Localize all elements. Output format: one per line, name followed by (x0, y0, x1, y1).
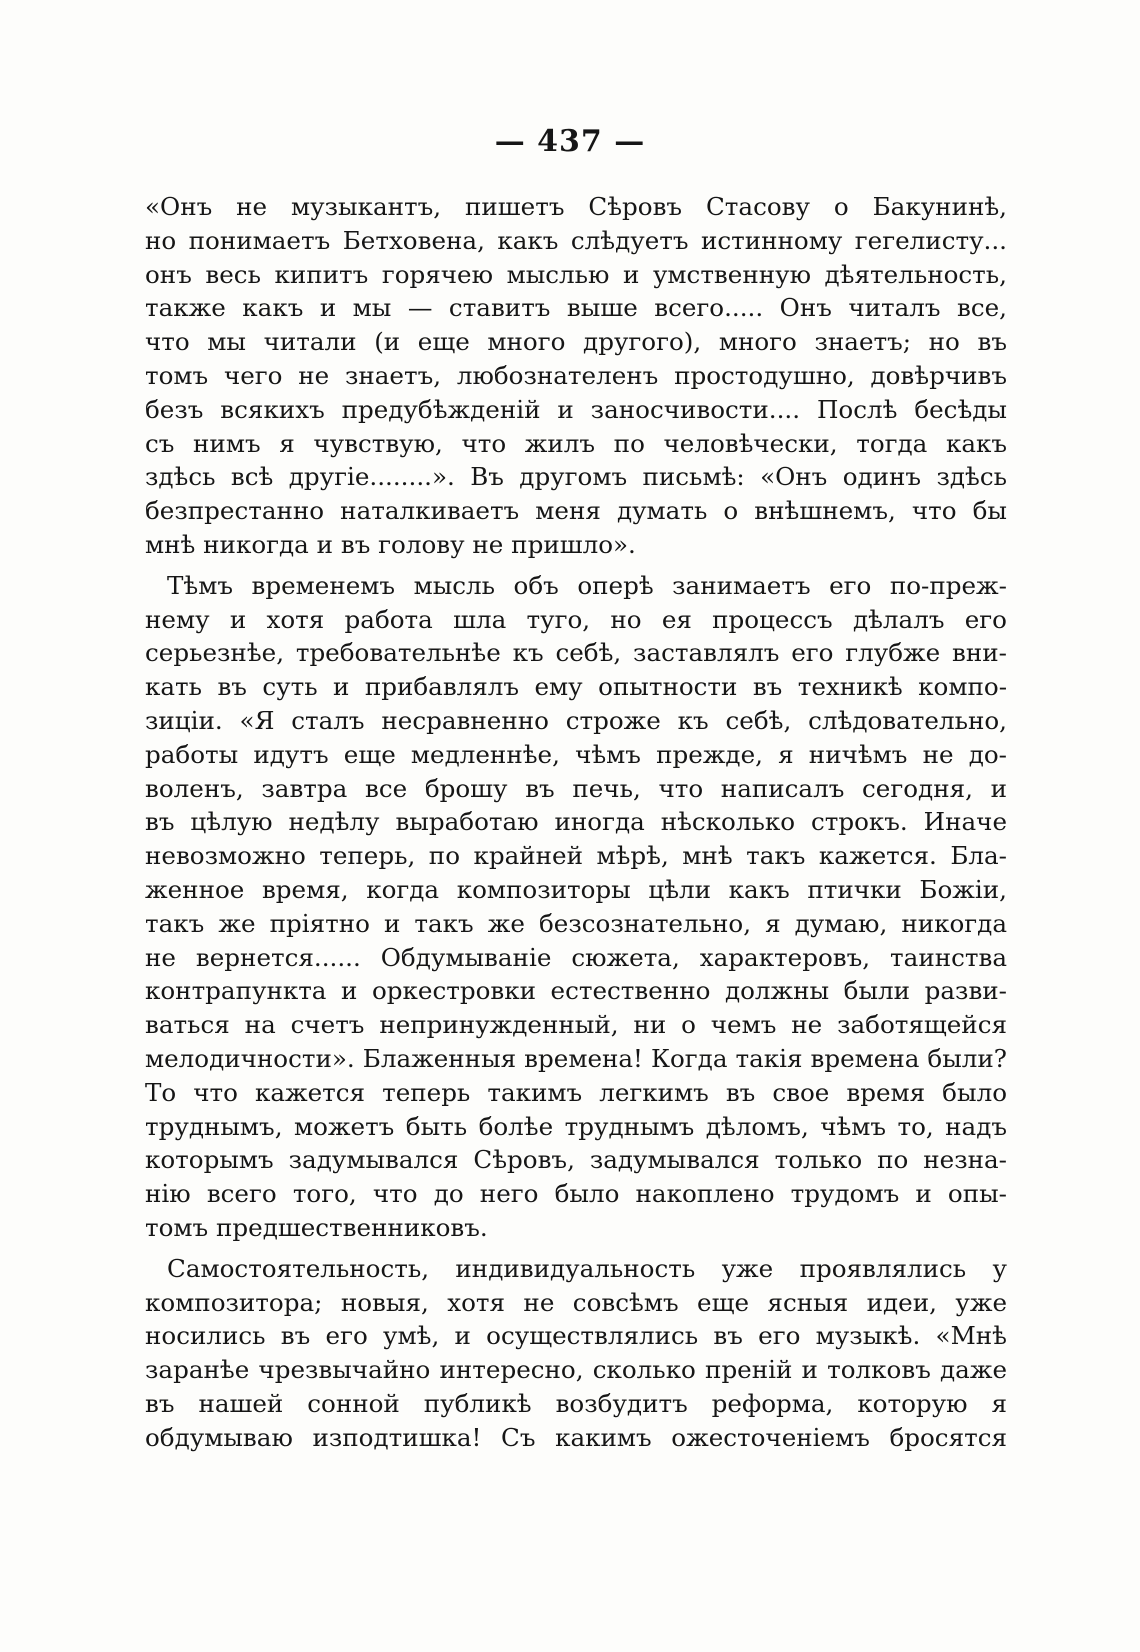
text-line: женное время, когда композиторы цѣли какъ птички Божіи, (145, 874, 1007, 904)
paragraph-2 (145, 569, 1007, 1245)
text-line: нію всего того, что до него было накоплено трудомъ и опы- (145, 1179, 1007, 1209)
text-line: съ нимъ я чувствую, что жилъ по человѣчески, тогда какъ (145, 428, 1007, 458)
text-line: композитора; новыя, хотя не совсѣмъ еще ясныя идеи, уже (145, 1287, 1007, 1317)
text-line: мнѣ никогда и въ голову не пришло». (145, 529, 636, 559)
text-line: онъ весь кипитъ горячею мыслью и умственную дѣятельность, (145, 259, 1007, 289)
text-line: въ цѣлую недѣлу выработаю иногда нѣсколько строкъ. Иначе (145, 807, 1007, 837)
body-text (145, 190, 1007, 1454)
paragraph-1 (145, 190, 1007, 562)
text-line: кать въ суть и прибавлялъ ему опытности въ техникѣ компо- (145, 672, 1007, 702)
text-line: зиціи. «Я сталъ несравненно строже къ себѣ, слѣдовательно, (145, 705, 1007, 735)
page-number: — 437 — (494, 124, 646, 159)
paragraph-gap (145, 1245, 1007, 1252)
text-line: но понимаетъ Бетховена, какъ слѣдуетъ истинному гегелисту... (145, 225, 1007, 255)
text-line: невозможно теперь, по крайней мѣрѣ, мнѣ такъ кажется. Бла- (145, 841, 1007, 871)
text-line: обдумываю изподтишка! Съ какимъ ожесточеніемъ бросятся (145, 1422, 1007, 1452)
text-line: носились въ его умѣ, и осуществлялись въ его музыкѣ. «Мнѣ (145, 1321, 1007, 1351)
text-line: безъ всякихъ предубѣжденій и заносчивости.... Послѣ бесѣды (145, 394, 1007, 424)
text-line: «Онъ не музыкантъ, пишетъ Сѣровъ Стасову о Бакунинѣ, (145, 192, 1007, 221)
text-line: ваться на счетъ непринужденный, ни о чемъ не заботящейся (145, 1010, 1007, 1040)
text-line: также какъ и мы — ставитъ выше всего..... Онъ читалъ все, (145, 293, 1007, 323)
text-line: воленъ, завтра все брошу въ печь, что написалъ сегодня, и (145, 773, 1007, 803)
text-line: заранѣе чрезвычайно интересно, сколько преній и толковъ даже (145, 1355, 1007, 1385)
text-line: работы идутъ еще медленнѣе, чѣмъ прежде, я ничѣмъ не до- (145, 739, 1007, 769)
text-line: здѣсь всѣ другіе........». Въ другомъ письмѣ: «Онъ одинъ здѣсь (145, 462, 1007, 492)
paragraph-3 (145, 1252, 1007, 1455)
text-line: томъ чего не знаетъ, любознателенъ простодушно, довѣрчивъ (145, 360, 1007, 390)
text-line: труднымъ, можетъ быть болѣе труднымъ дѣломъ, чѣмъ то, надъ (145, 1111, 1007, 1141)
text-line: что мы читали (и еще много другого), много знаетъ; но въ (145, 327, 1007, 357)
text-line: не вернется...... Обдумываніе сюжета, характеровъ, таинства (145, 942, 1007, 972)
text-line: нему и хотя работа шла туго, но ея процессъ дѣлалъ его (145, 604, 1007, 634)
text-line: въ нашей сонной публикѣ возбудитъ реформа, которую я (145, 1388, 1007, 1418)
text-line: контрапункта и оркестровки естественно должны были разви- (145, 976, 1007, 1006)
text-line: серьезнѣе, требовательнѣе къ себѣ, заставлялъ его глубже вни- (145, 638, 1007, 668)
text-line: которымъ задумывался Сѣровъ, задумывался только по незна- (145, 1145, 1007, 1175)
text-line: томъ предшественниковъ. (145, 1212, 488, 1242)
text-line: Тѣмъ временемъ мысль объ оперѣ занимаетъ его по-преж- (167, 570, 1007, 600)
text-line: мелодичности». Блаженныя времена! Когда такія времена были? (145, 1043, 1007, 1073)
text-line: То что кажется теперь такимъ легкимъ въ свое время было (145, 1077, 1007, 1107)
text-line: Самостоятельность, индивидуальность уже проявлялись у (167, 1253, 1007, 1283)
text-line: такъ же пріятно и такъ же безсознательно, я думаю, никогда (145, 908, 1007, 938)
text-line: безпрестанно наталкиваетъ меня думать о внѣшнемъ, что бы (145, 496, 1007, 526)
paragraph-gap (145, 562, 1007, 569)
